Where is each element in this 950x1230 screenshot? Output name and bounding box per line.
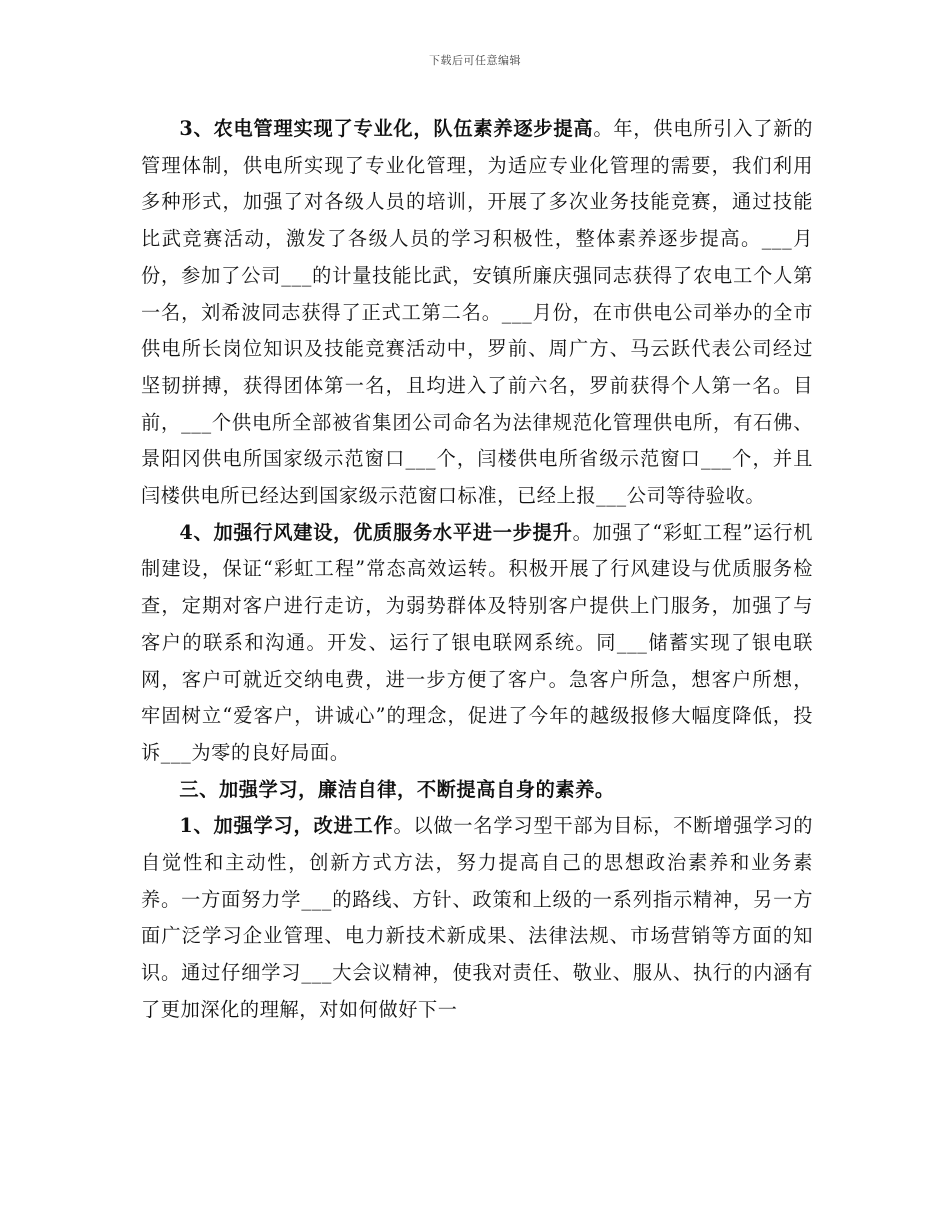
paragraph-lead: 3、农电管理实现了专业化，队伍素养逐步提高: [179, 117, 594, 140]
paragraph-body: 。加强了“彩虹工程”运行机制建设，保证“彩虹工程”常态高效运转。积极开展了行风建设与优质服务检查，定期对客户进行走访，为弱势群体及特别客户提供上门服务，加强了与客户的联系和沟通。开发、运行了银电联网系统。同___储蓄实现了银电联网，客户可就近交纳电费，进一步方便了客户。急客户所急，想客户所想，牢固树立“爱客户，讲诚心”的理念，促进了今年的越级报修大幅度降低，投诉___为零的良好局面。: [141, 520, 813, 764]
paragraph-lead: 4、加强行风建设，优质服务水平进一步提升: [179, 520, 573, 544]
section-heading-3: [141, 772, 813, 809]
paragraph-lead: 1、加强学习，改进工作: [179, 814, 394, 838]
paragraph-body: 。以做一名学习型干部为目标，不断增强学习的自觉性和主动性，创新方式方法，努力提高自己的思想政治素养和业务素养。一方面努力学___的路线、方针、政策和上级的一系列指示精神，另一方面广泛学习企业管理、电力新技术新成果、法律法规、市场营销等方面的知识。通过仔细学习___大会议精神，使我对责任、敬业、服从、执行的内涵有了更加深化的理解，对如何做好下一: [141, 814, 813, 1021]
section-heading-text: 三、加强学习，廉洁自律，不断提高自身的素养。: [179, 777, 615, 801]
paragraph-body: 。年，供电所引入了新的管理体制，供电所实现了专业化管理，为适应专业化管理的需要，我们利用多种形式，加强了对各级人员的培训，开展了多次业务技能竞赛，通过技能比武竞赛活动，激发了各级人员的学习积极性，整体素养逐步提高。___月份，参加了公司___的计量技能比武，安镇所廉庆强同志获得了农电工个人第一名，刘希波同志获得了正式工第二名。___月份，在市供电公司举办的全市供电所长岗位知识及技能竞赛活动中，罗前、周广方、马云跃代表公司经过坚韧拼搏，获得团体第一名，且均进入了前六名，罗前获得个人第一名。目前，___个供电所全部被省集团公司命名为法律规范化管理供电所，有石佛、景阳冈供电所国家级示范窗口___个，闫楼供电所省级示范窗口___个，并且闫楼供电所已经达到国家级示范窗口标准，已经上报___公司等待验收。: [141, 117, 814, 508]
document-body: [141, 111, 813, 1029]
paragraph-3-team-quality: [141, 111, 813, 515]
paragraph-4-service-quality: [141, 515, 813, 772]
page-header-note: 下载后可任意编辑: [429, 54, 521, 67]
paragraph-1-learning: [141, 808, 813, 1028]
